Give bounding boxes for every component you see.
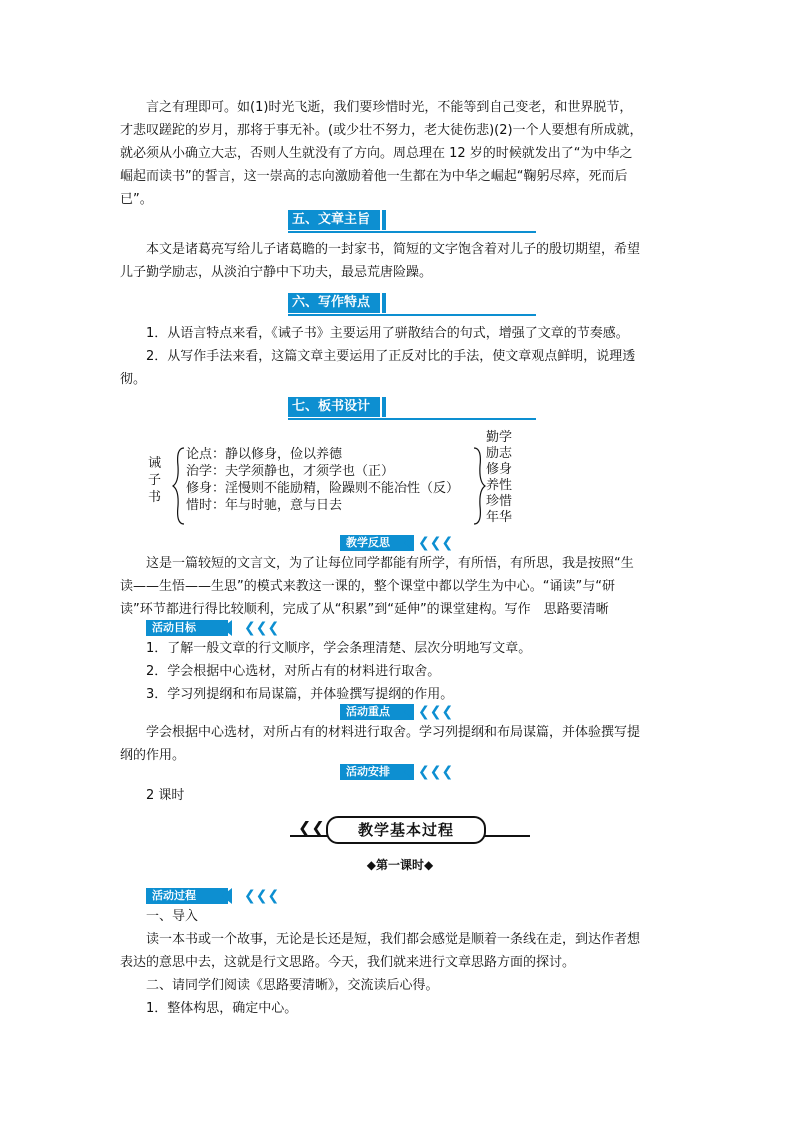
theme-paragraph [120, 238, 680, 284]
board-word: 年华 [486, 510, 513, 525]
tag-label: 活动目标 [146, 620, 228, 636]
board-word: 修身 [486, 462, 513, 477]
section-title: 五、文章主旨 [288, 210, 380, 230]
section-underline [288, 231, 536, 233]
process-line: 读一本书或一个故事，无论是长还是短，我们都会感觉是顺着一条线在走，到达作者想 [146, 932, 641, 947]
reflection-line: 读”环节都进行得比较顺利，完成了从“积累”到“延伸”的课堂建构。写作 思路要清晰 [120, 602, 609, 617]
theme-line: 儿子勤学励志，从淡泊宁静中下功夫，最忌荒唐险躁。 [120, 265, 433, 280]
features-line: 1．从语言特点来看，《诫子书》主要运用了骈散结合的句式，增强了文章的节奏感。 [146, 326, 629, 341]
tag-focus [330, 704, 480, 720]
section-bar [382, 210, 386, 230]
tag-reflection [330, 535, 480, 551]
tag-arrow [404, 704, 414, 720]
subtitle-text: 第一课时 [375, 858, 424, 872]
intro-paragraph [120, 96, 680, 211]
board-right-words [486, 430, 512, 526]
tag-schedule [330, 764, 480, 780]
tag-process [146, 888, 296, 904]
board-title-char: 诫 [148, 456, 162, 471]
tag-label: 活动安排 [340, 764, 414, 780]
intro-line: 就必须从小确立大志，否则人生就没有了方向。周总理在 12 岁的时候就发出了“为中华之 [120, 146, 633, 161]
focus-line: 纲的作用。 [120, 748, 186, 763]
schedule-text: 2 课时 [146, 788, 185, 803]
tag-arrow [222, 620, 232, 636]
intro-line: 已”。 [120, 192, 153, 207]
diamond-icon: ◆ [366, 858, 376, 872]
intro-line: 崛起而读书”的誓言，这一崇高的志向激励着他一生都在为中华之崛起“鞠躬尽瘁，死而后 [120, 169, 628, 184]
tag-label: 活动过程 [146, 888, 228, 904]
tag-arrow [222, 888, 232, 904]
section-title: 七、板书设计 [288, 397, 380, 417]
intro-line: 言之有理即可。如(1)时光飞逝，我们要珍惜时光，不能等到自己变老，和世界脱节， [146, 100, 633, 115]
theme-line: 本文是诸葛亮写给儿子诸葛瞻的一封家书，简短的文字饱含着对儿子的殷切期望，希望 [146, 242, 641, 257]
section-underline [288, 314, 536, 316]
right-brace [472, 446, 486, 526]
section-bar [382, 397, 386, 417]
process-paragraph [120, 905, 680, 1020]
chevron-left-icon: ❮❮❮ [244, 888, 280, 904]
reflection-line: 这是一篇较短的文言文，为了让每位同学都能有所学，有所悟，有所思，我是按照“生 [146, 556, 634, 571]
board-word: 养性 [486, 478, 513, 493]
chevron-left-icon: ❮❮❮ [418, 764, 454, 780]
banner-title: 教学基本过程 [326, 816, 486, 844]
lesson-subtitle [340, 856, 460, 873]
board-rows [186, 446, 459, 514]
board-row: 治学：夫学须静也，才须学也（正） [186, 464, 395, 479]
goal-item: 3．学习列提纲和布局谋篇，并体验撰写提纲的作用。 [146, 687, 454, 702]
board-left-title [148, 455, 162, 506]
section-header-features [288, 293, 536, 315]
tag-arrow [404, 764, 414, 780]
goal-item: 2．学会根据中心选材，对所占有的材料进行取舍。 [146, 664, 441, 679]
reflection-line: 读——生悟——生思”的模式来教这一课的，整个课堂中都以学生为中心。“诵读”与“研 [120, 579, 615, 594]
section-title: 六、写作特点 [288, 293, 380, 313]
left-brace [172, 446, 186, 526]
chevron-left-icon: ❮❮❮ [418, 535, 454, 551]
section-header-theme [288, 210, 536, 232]
section-header-board [288, 397, 536, 419]
chevron-left-icon: ❮❮ [298, 818, 325, 837]
section-bar [382, 293, 386, 313]
reflection-paragraph [120, 552, 680, 621]
goal-item: 1．了解一般文章的行文顺序，学会条理清楚、层次分明地写文章。 [146, 641, 532, 656]
section-underline [288, 418, 536, 420]
tag-label: 教学反思 [340, 535, 414, 551]
features-paragraph [120, 322, 680, 391]
process-line: 一、导入 [146, 909, 199, 924]
board-word: 珍惜 [486, 494, 513, 509]
tag-arrow [404, 535, 414, 551]
features-line: 2．从写作手法来看，这篇文章主要运用了正反对比的手法，使文章观点鲜明，说理透 [146, 349, 636, 364]
process-line: 1．整体构思，确定中心。 [146, 1001, 298, 1016]
chevron-left-icon: ❮❮❮ [244, 620, 280, 636]
features-line: 彻。 [120, 372, 147, 387]
board-word: 励志 [486, 446, 513, 461]
board-title-char: 书 [148, 490, 162, 505]
focus-line: 学会根据中心选材，对所占有的材料进行取舍。学习列提纲和布局谋篇，并体验撰写提 [146, 725, 641, 740]
chevron-left-icon: ❮❮❮ [418, 704, 454, 720]
process-line: 二、请同学们阅读《思路要清晰》，交流读后心得。 [146, 978, 439, 993]
board-word: 勤学 [486, 430, 513, 445]
tag-goals [146, 620, 296, 636]
board-row: 论点：静以修身，俭以养德 [186, 447, 343, 462]
intro-line: 才悲叹蹉跎的岁月，那将于事无补。(或少壮不努力，老大徒伤悲)(2)一个人要想有所成就， [120, 123, 643, 138]
board-title-char: 子 [148, 473, 162, 488]
diamond-icon: ◆ [424, 858, 434, 872]
board-row: 修身：淫慢则不能励精，险躁则不能冶性（反） [186, 481, 460, 496]
process-banner [290, 816, 530, 842]
board-row: 惜时：年与时驰，意与日去 [186, 498, 343, 513]
goals-list [120, 637, 680, 706]
focus-paragraph [120, 721, 680, 767]
tag-label: 活动重点 [340, 704, 414, 720]
process-line: 表达的意思中去，这就是行文思路。今天，我们就来进行文章思路方面的探讨。 [120, 955, 576, 970]
